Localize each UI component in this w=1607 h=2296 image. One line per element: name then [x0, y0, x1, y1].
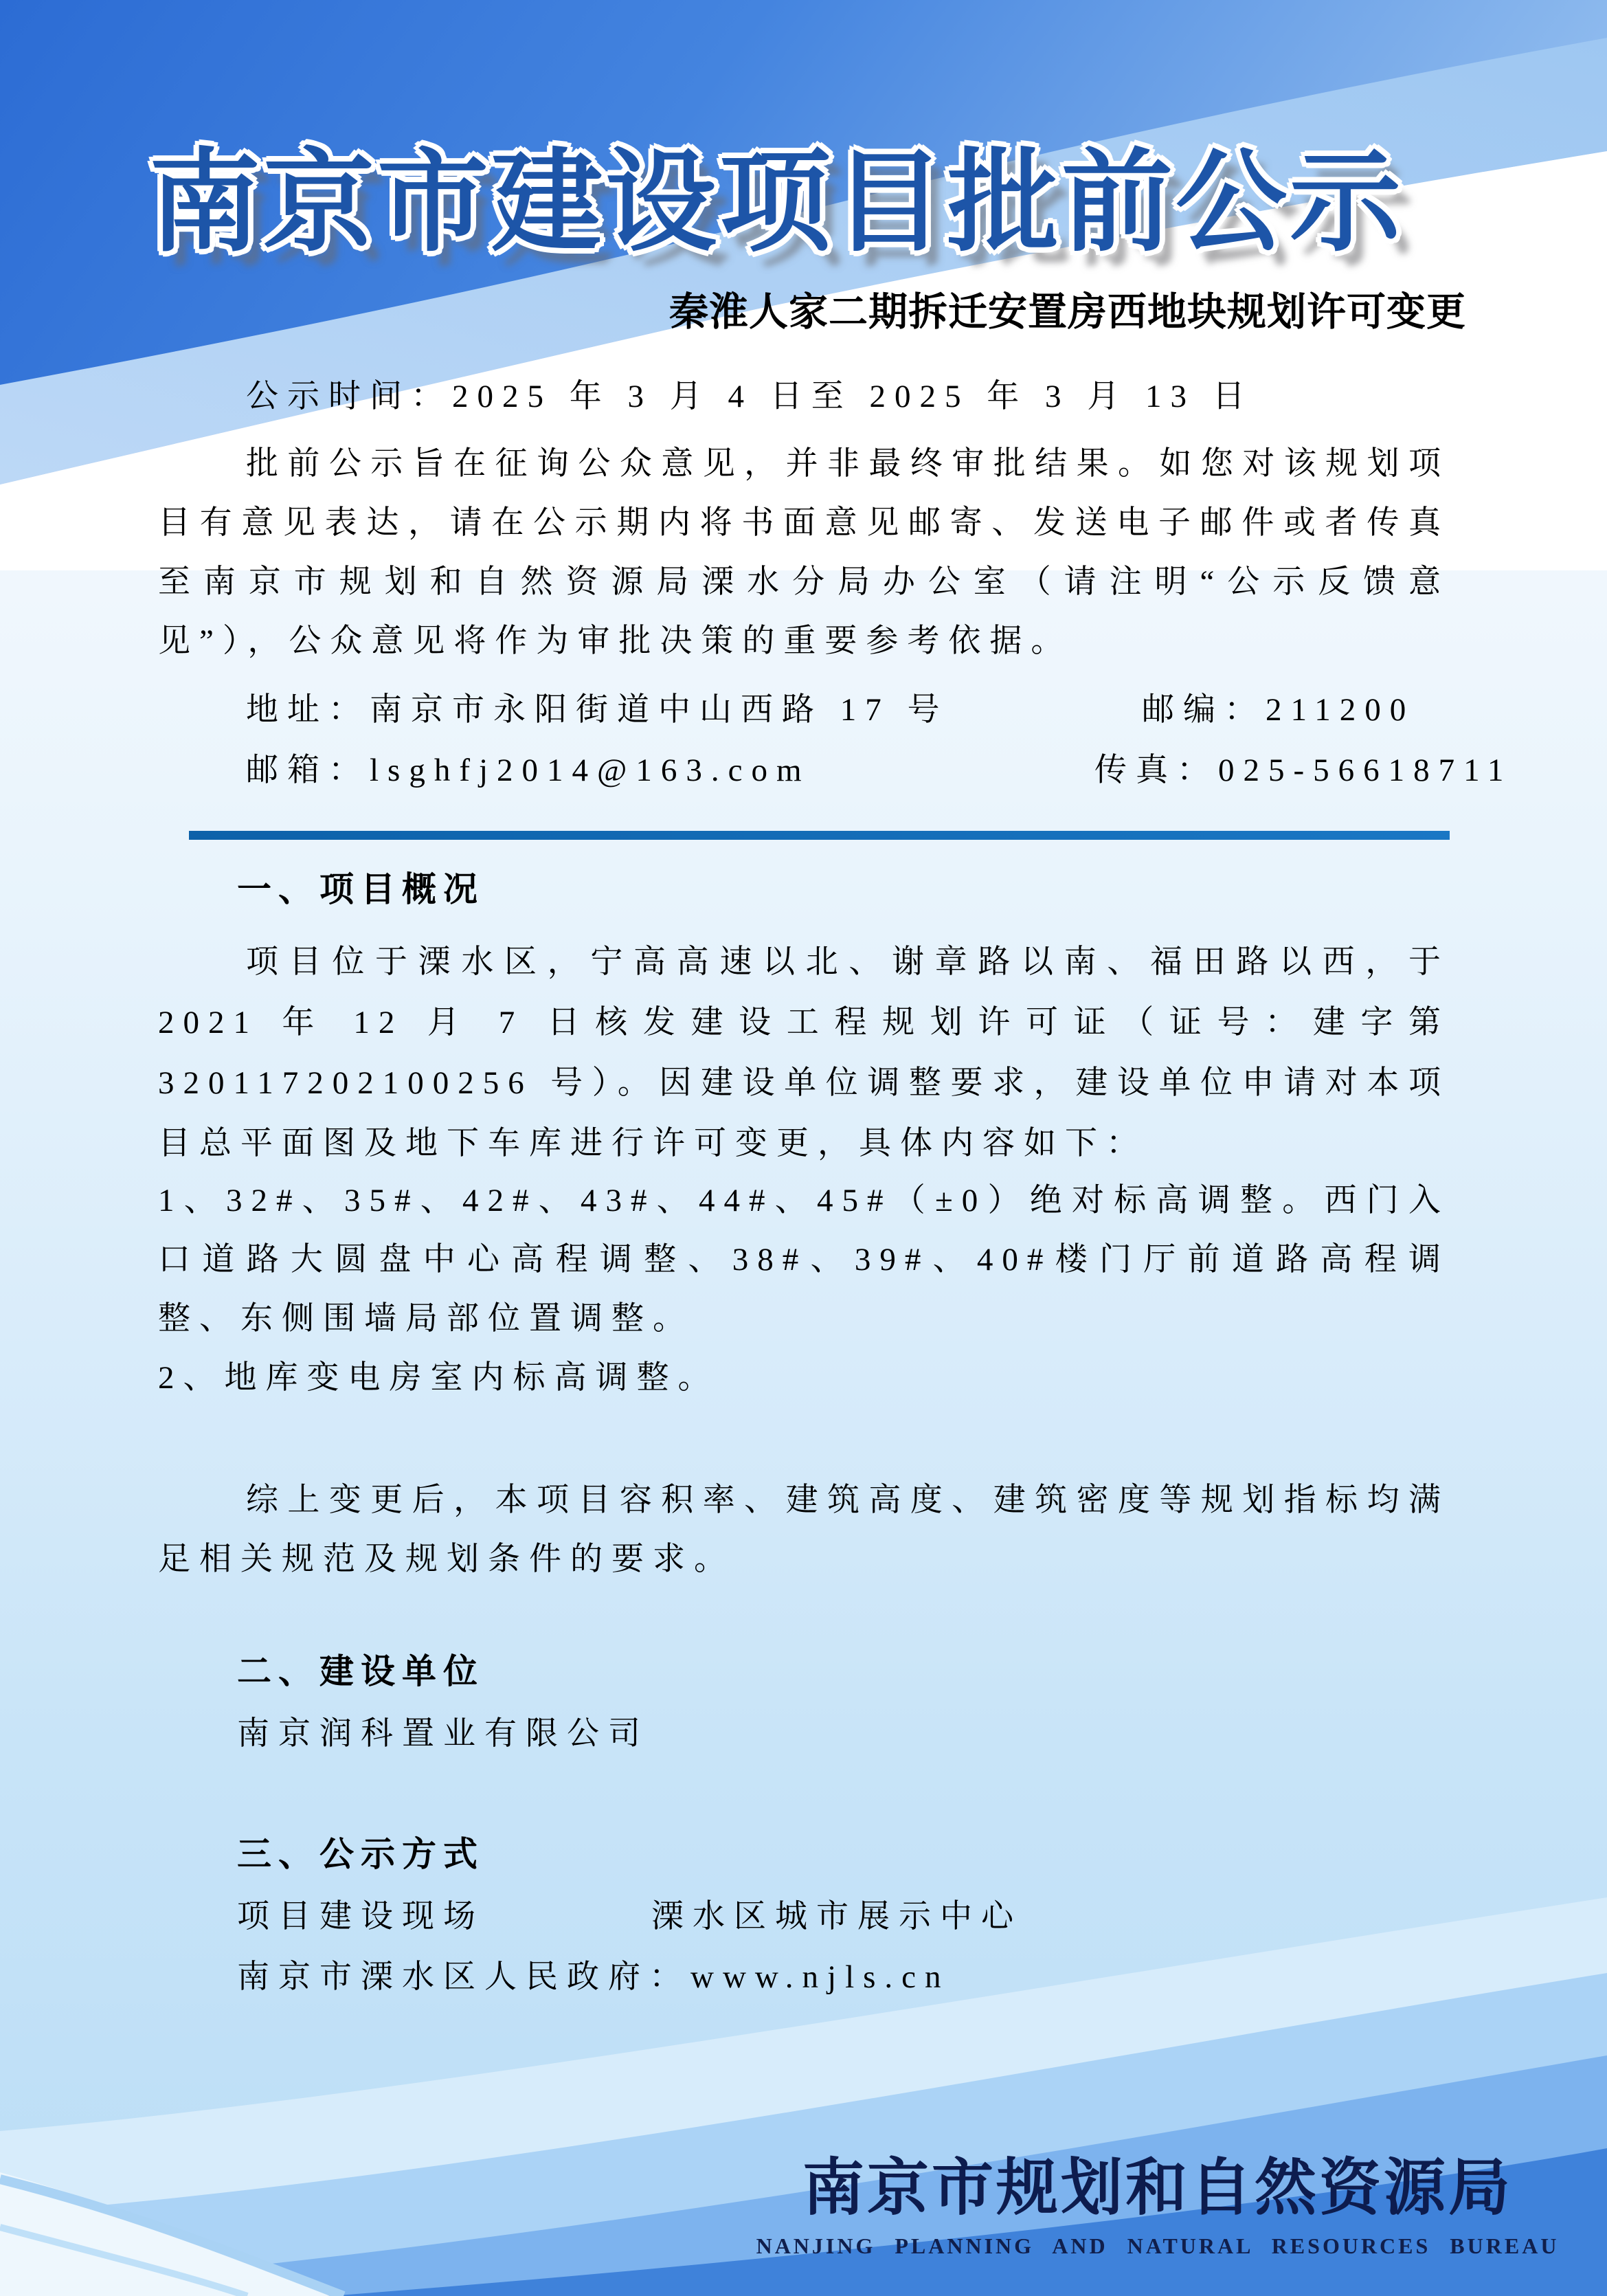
- fax-text: 传真：025-56618711: [1094, 753, 1513, 788]
- footer-bureau-name-cn: 南京市规划和自然资源局: [802, 2154, 1513, 2222]
- address-row: [158, 689, 1450, 731]
- publicity-time-text: 公示时间：2025 年 3 月 4 日至 2025 年 3 月 13 日: [246, 379, 1254, 414]
- publicity-center-text: 溧水区城市展示中心: [651, 1899, 1022, 1935]
- section-heading-overview: 一、项目概况: [237, 870, 484, 909]
- footer-bureau-name-en: NANJING PLANNING AND NATURAL RESOURCES BUREAU: [756, 2233, 1560, 2258]
- address-text: 地址：南京市永阳街道中山西路 17 号: [246, 692, 949, 728]
- email-row: [158, 749, 1513, 792]
- publicity-time-line: [158, 375, 1450, 418]
- overview-item-1: 1、32#、35#、42#、43#、44#、45#（±0）绝对标高调整。西门入口道路大圆盘中心高程调整、38#、39#、40#楼门厅前道路高程调整、东侧围墙局部位置调整。: [158, 1183, 1450, 1337]
- publicity-gov-text: 南京市溧水区人民政府：www.njls.cn: [237, 1959, 950, 1995]
- overview-item-2: 2、地库变电房室内标高调整。: [158, 1360, 719, 1396]
- builder-company-row: [237, 1713, 1450, 1755]
- overview-summary: 综上变更后，本项目容积率、建筑高度、建筑密度等规划指标均满足相关规范及规划条件的要求。: [158, 1482, 1450, 1577]
- section-divider-rule: [189, 831, 1450, 840]
- section-heading-publicity: 三、公示方式: [237, 1835, 484, 1873]
- overview-paragraph: 项目位于溧水区，宁高高速以北、谢章路以南、福田路以西，于 2021 年 12 月 7 日核发建设工程规划许可证（证号：建字第 320117202100256 号）。因建设单位调整要求，建设单位申请对本项目总平面图及地下车库进行许可变更，具体内容如下：: [158, 944, 1450, 1161]
- section-heading-builder: 二、建设单位: [237, 1652, 484, 1691]
- builder-company-text: 南京润科置业有限公司: [237, 1716, 649, 1752]
- page-subtitle: 秦淮人家二期拆迁安置房西地块规划许可变更: [669, 291, 1466, 334]
- publicity-site-text: 项目建设现场: [237, 1899, 484, 1935]
- page-title: 南京市建设项目批前公示: [149, 142, 1404, 265]
- postcode-text: 邮编：211200: [1142, 692, 1415, 728]
- email-text: 邮箱：lsghfj2014@163.com: [246, 753, 811, 788]
- intro-paragraph: 批前公示旨在征询公众意见，并非最终审批结果。如您对该规划项目有意见表达，请在公示期内将书面意见邮寄、发送电子邮件或者传真至南京市规划和自然资源局溧水分局办公室（请注明“公示反馈意见”），公众意见将作为审批决策的重要参考依据。: [158, 446, 1450, 659]
